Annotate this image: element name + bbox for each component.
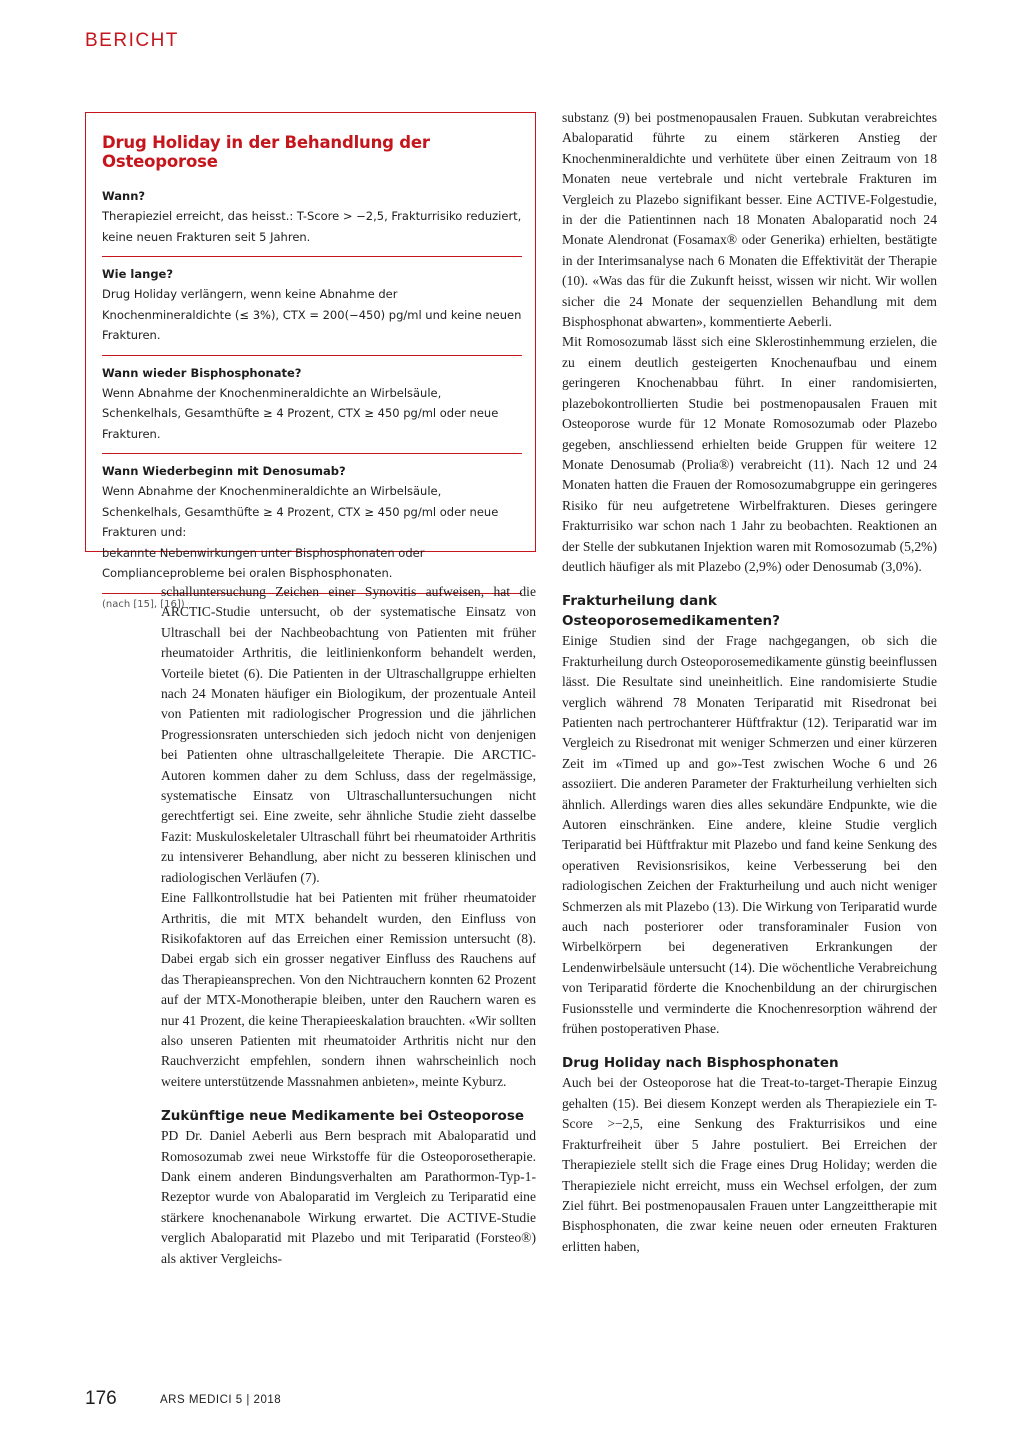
box-answer: Wenn Abnahme der Knochenmineraldichte an Wirbelsäule, Schenkelhals, Gesamthüfte ≥ 4 Prozent, CTX ≥ 450 pg/ml oder neue Frakturen. [102, 385, 499, 441]
box-section-denosumab [102, 453, 522, 593]
paragraph: Einige Studien sind der Frage nachgegangen, ob sich die Frakturheilung durch Osteoporosemedikamente günstig beeinflussen lässt. Die Resultate sind uneinheitlich. Eine randomisierte Studie verglich während 78 Monaten Teriparatid mit Risedronat bei Patienten nach pertrochanterer Hüftfraktur (12). Teriparatid war im Vergleich zu Risedronat mit weniger Schmerzen und einer kürzeren Zeit im «Timed up and go»-Test zwischen Woche 6 und 26 assoziiert. Die anderen Parameter der Frakturheilung verhielten sich ähnlich. Allerdings waren dies alles sekundäre Endpunkte, wie die Autoren einschränken. Eine andere, kleine Studie verglich Teriparatid bei Hüftfraktur mit Plazebo und fand keine Senkung des operativen Revisionsrisikos, keine Verbesserung bei den radiologischen Zeichen der Frakturheilung und auch nicht weniger Schmerzen als mit Plazebo (13). Die Wirkung von Teriparatid wurde auch nach posteriorer oder transforaminaler Fusion von Wirbelkörpern bei degenerativen Erkrankungen der Lendenwirbelsäule untersucht (14). Die wöchentliche Verabreichung von Teriparatid förderte die Knochenbildung an der chirurgischen Fusionsstelle und verminderte die Knochenresorption während der frühen postoperativen Phase. [562, 633, 937, 1037]
box-question: Wie lange? [102, 267, 174, 281]
box-answer: Drug Holiday verlängern, wenn keine Abnahme der Knochenmineraldichte (≤ 3%), CTX = 200(−450) pg/ml und keine neuen Frakturen. [102, 287, 522, 342]
info-box [85, 112, 536, 610]
page-number: 176 [85, 1388, 117, 1409]
paragraph: Auch bei der Osteoporose hat die Treat-to-target-Therapie Einzug gehalten (15). Bei diesem Konzept werden als Therapieziele ein T-Score >−2,5, eine Senkung des Frakturrisikos und eine Frakturfreiheit über 5 Jahre postuliert. Bei Erreichen der Therapieziele stellt sich die Frage eines Drug Holiday; werden die Therapieziele nicht erreicht, muss ein Wechsel erfolgen, der zum Ziel führt. Bei postmenopausalen Frauen unter Langzeittherapie mit Bisphosphonaten, die zwar keine neuen oder erneuten Frakturen erlitten haben, [562, 1075, 937, 1254]
paragraph: Mit Romosozumab lässt sich eine Sklerostinhemmung erzielen, die zu einem deutlich gesteigerten Knochenaufbau und einem geringeren Knochenabbau führt. In einer randomisierten, plazebokontrollierten Studie bei postmenopausalen Frauen mit Osteoporose wurde für 12 Monate Romosozumab oder Plazebo gegeben, anschliessend erhielten beide Gruppen für weitere 12 Monate Denosumab (Prolia®) verabreicht (11). Nach 12 und 24 Monaten hatten die Frauen der Romosozumabgruppe ein geringeres Risiko für neu aufgetretene Wirbelfrakturen. Dieses geringere Frakturrisiko war schon nach 1 Jahr zu beobachten. Reaktionen an der Stelle der subkutanen Injektion waren mit Romosozumab (5,2%) deutlich häufiger als mit Plazebo (2,9%) oder Denosumab (3,0%). [562, 334, 937, 574]
box-section-wie-lange [102, 256, 522, 355]
box-reference: (nach [15], [16]) [102, 593, 522, 610]
box-answer: Wenn Abnahme der Knochenmineraldichte an Wirbelsäule, Schenkelhals, Gesamthüfte ≥ 4 Prozent, CTX ≥ 450 pg/ml oder neue Frakturen und: [102, 484, 499, 539]
subheading: Drug Holiday nach Bisphosphonaten [562, 1055, 839, 1072]
section-label: BERICHT [85, 30, 179, 51]
right-column [562, 108, 937, 1257]
box-title: Drug Holiday in der Behandlung der Osteoporose [102, 133, 430, 171]
box-section-wann [102, 187, 522, 256]
box-answer-cont: bekannte Nebenwirkungen unter Bisphosphonaten oder Complianceprobleme bei oralen Bisphosphonaten. [102, 545, 425, 580]
left-column [161, 582, 536, 1269]
box-section-bisphosphonate [102, 355, 522, 454]
box-answer: Therapieziel erreicht, das heisst.: T-Score > −2,5, Frakturrisiko reduziert, keine neuen Frakturen seit 5 Jahren. [102, 209, 522, 244]
subheading: Frakturheilung dank Osteoporosemedikamenten? [562, 593, 780, 630]
paragraph: schalluntersuchung Zeichen einer Synovitis aufweisen, hat die ARCTIC-Studie untersucht, ob der systematische Einsatz von Ultraschall bei der Nachbeobachtung von Patienten mit früher rheumatoider Arthritis, die leitlinienkonform behandelt werden, Vorteile bietet (6). Die Patienten in der Ultraschallgruppe erhielten nach 24 Monaten häufiger ein Biologikum, der prozentuale Anteil von Patienten mit radiologischer Progression und die jährlichen Progressionsraten unterschieden sich jedoch nicht von denjenigen bei Patienten ohne ultraschallgeleitete Therapie. Die ARCTIC-Autoren kommen daher zu dem Schluss, dass der regelmässige, systematische Einsatz von Ultraschalluntersuchungen nicht gerechtfertigt sei. Eine zweite, sehr ähnliche Studie zieht dasselbe Fazit: Muskuloskeletaler Ultraschall führt bei rheumatoider Arthritis zu intensiverer Behandlung, aber nicht zu besseren klinischen und radiologischen Verläufen (7). [161, 584, 536, 885]
box-question: Wann wieder Bisphosphonate? [102, 365, 302, 380]
journal-name: ARS MEDICI 5 | 2018 [160, 1394, 282, 1406]
subheading: Zukünftige neue Medikamente bei Osteoporose [161, 1108, 525, 1125]
box-question: Wann Wiederbeginn mit Denosumab? [102, 464, 346, 478]
paragraph: PD Dr. Daniel Aeberli aus Bern besprach mit Abaloparatid und Romosozumab zwei neue Wirkstoffe für die Osteoporosetherapie. Dank einem anderen Bindungsverhalten am Parathormon-Typ-1-Rezeptor wurde von Abaloparatid im Vergleich zu Teriparatid eine stärkere knochenanabole Wirkung erwartet. Die ACTIVE-Studie verglich Abaloparatid mit Plazebo und mit Teriparatid (Forsteo®) als aktiver Vergleichs- [161, 1128, 536, 1266]
paragraph: substanz (9) bei postmenopausalen Frauen. Subkutan verabreichtes Abaloparatid führte zu einem stärkeren Anstieg der Knochenmineraldichte und verhütete über einen Zeitraum von 18 Monaten neue vertebrale und nicht vertebrale Frakturen im Vergleich zu Plazebo signifikant besser. Eine ACTIVE-Folgestudie, in der die Patientinnen nach 18 Monaten Abaloparatid noch 24 Monate Alendronat (Fosamax® oder Generika) erhielten, bestätigte in der Interimsanalyse nach 6 Monaten die Effektivität der Therapie (10). «Was das für die Zukunft heisst, wissen wir nicht. Wir wollen sicher die 24 Monate der sequenziellen Behandlung mit dem Bisphosphonat abwarten», kommentierte Aeberli. [562, 110, 937, 330]
box-question: Wann? [102, 189, 146, 203]
paragraph: Eine Fallkontrollstudie hat bei Patienten mit früher rheumatoider Arthritis, die mit MTX behandelt wurden, den Einfluss von Risikofaktoren auf das Erreichen einer Remission untersucht (8). Dabei ergab sich ein grosser negativer Einfluss des Rauchens auf das Therapieansprechen. Von den Nichtrauchern konnten 62 Prozent auf der MTX-Monotherapie bleiben, unter den Rauchern waren es nur 41 Prozent, die keine Therapieeskalation brauchten. «Wir sollten also unseren Patienten mit rheumatoider Arthritis nicht nur den Rauchverzicht empfehlen, sondern ihnen wahrscheinlich noch weitere unterstützende Massnahmen anbieten», meinte Kyburz. [161, 890, 536, 1089]
